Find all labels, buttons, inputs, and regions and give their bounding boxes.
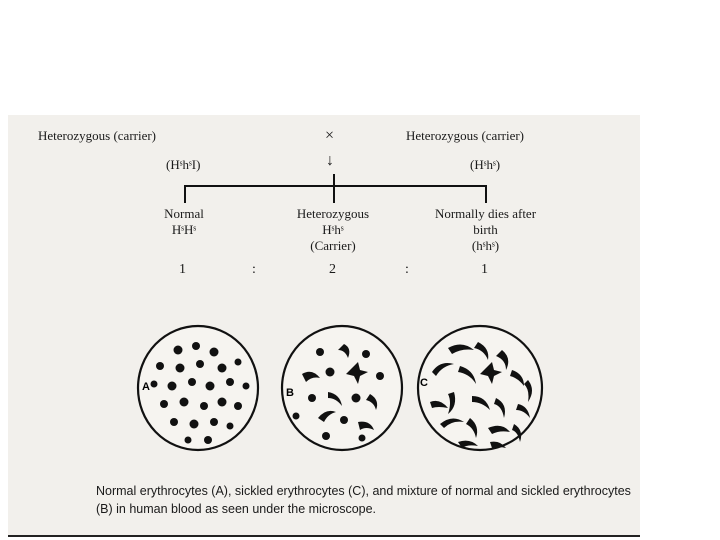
- ratio-separator-2: :: [405, 262, 409, 277]
- offspring-heterozygous: [273, 206, 393, 254]
- offspring-normal: [134, 206, 234, 238]
- branch-center-drop: [333, 174, 335, 203]
- offspring-normal-genotype: HˢHˢ: [171, 222, 197, 237]
- branch-left-drop: [184, 185, 186, 203]
- offspring-het-line1: Heterozygous: [296, 206, 370, 221]
- ratio-separator-1: :: [252, 262, 256, 277]
- panel-c-sickled-cells: [418, 326, 542, 450]
- right-parent-label: Heterozygous (carrier): [406, 128, 525, 143]
- microscope-panels: [130, 318, 550, 458]
- panel-b-mixed-cells: [282, 326, 402, 450]
- left-parent-genotype: (HˢhˢI): [166, 157, 201, 172]
- cross-symbol: ×: [325, 127, 335, 144]
- offspring-normal-line1: Normal: [164, 206, 204, 221]
- panel-b-circle: [282, 326, 402, 450]
- offspring-hom-line2: birth: [473, 222, 498, 237]
- panel-b-label: B: [286, 387, 294, 399]
- offspring-hom-genotype: (hˢhˢ): [471, 238, 500, 253]
- caption-line-1: Normal erythrocytes (A), sickled erythrocytes (C), and mixture of normal and sickled erythrocytes: [96, 484, 631, 498]
- right-parent-genotype: (Hˢhˢ): [470, 157, 501, 172]
- offspring-het-carrier: (Carrier): [310, 238, 356, 253]
- left-parent-label: Heterozygous (carrier): [38, 128, 157, 143]
- ratio-homozygous: 1: [481, 262, 488, 277]
- offspring-homozygous: [408, 206, 563, 254]
- branch-horizontal-line: [184, 185, 486, 187]
- offspring-het-genotype: Hˢhˢ: [322, 222, 344, 237]
- ratio-heterozygous: 2: [329, 262, 336, 277]
- panel-a-normal-cells: [138, 326, 258, 450]
- branch-right-drop: [485, 185, 487, 203]
- offspring-hom-line1: Normally dies after: [434, 206, 537, 221]
- panel-c-label: C: [420, 377, 428, 389]
- caption-line-2: (B) in human blood as seen under the microscope.: [96, 502, 377, 516]
- down-arrow-icon: ↓: [326, 152, 334, 169]
- ratio-normal: 1: [179, 262, 186, 277]
- panel-a-label: A: [142, 381, 150, 393]
